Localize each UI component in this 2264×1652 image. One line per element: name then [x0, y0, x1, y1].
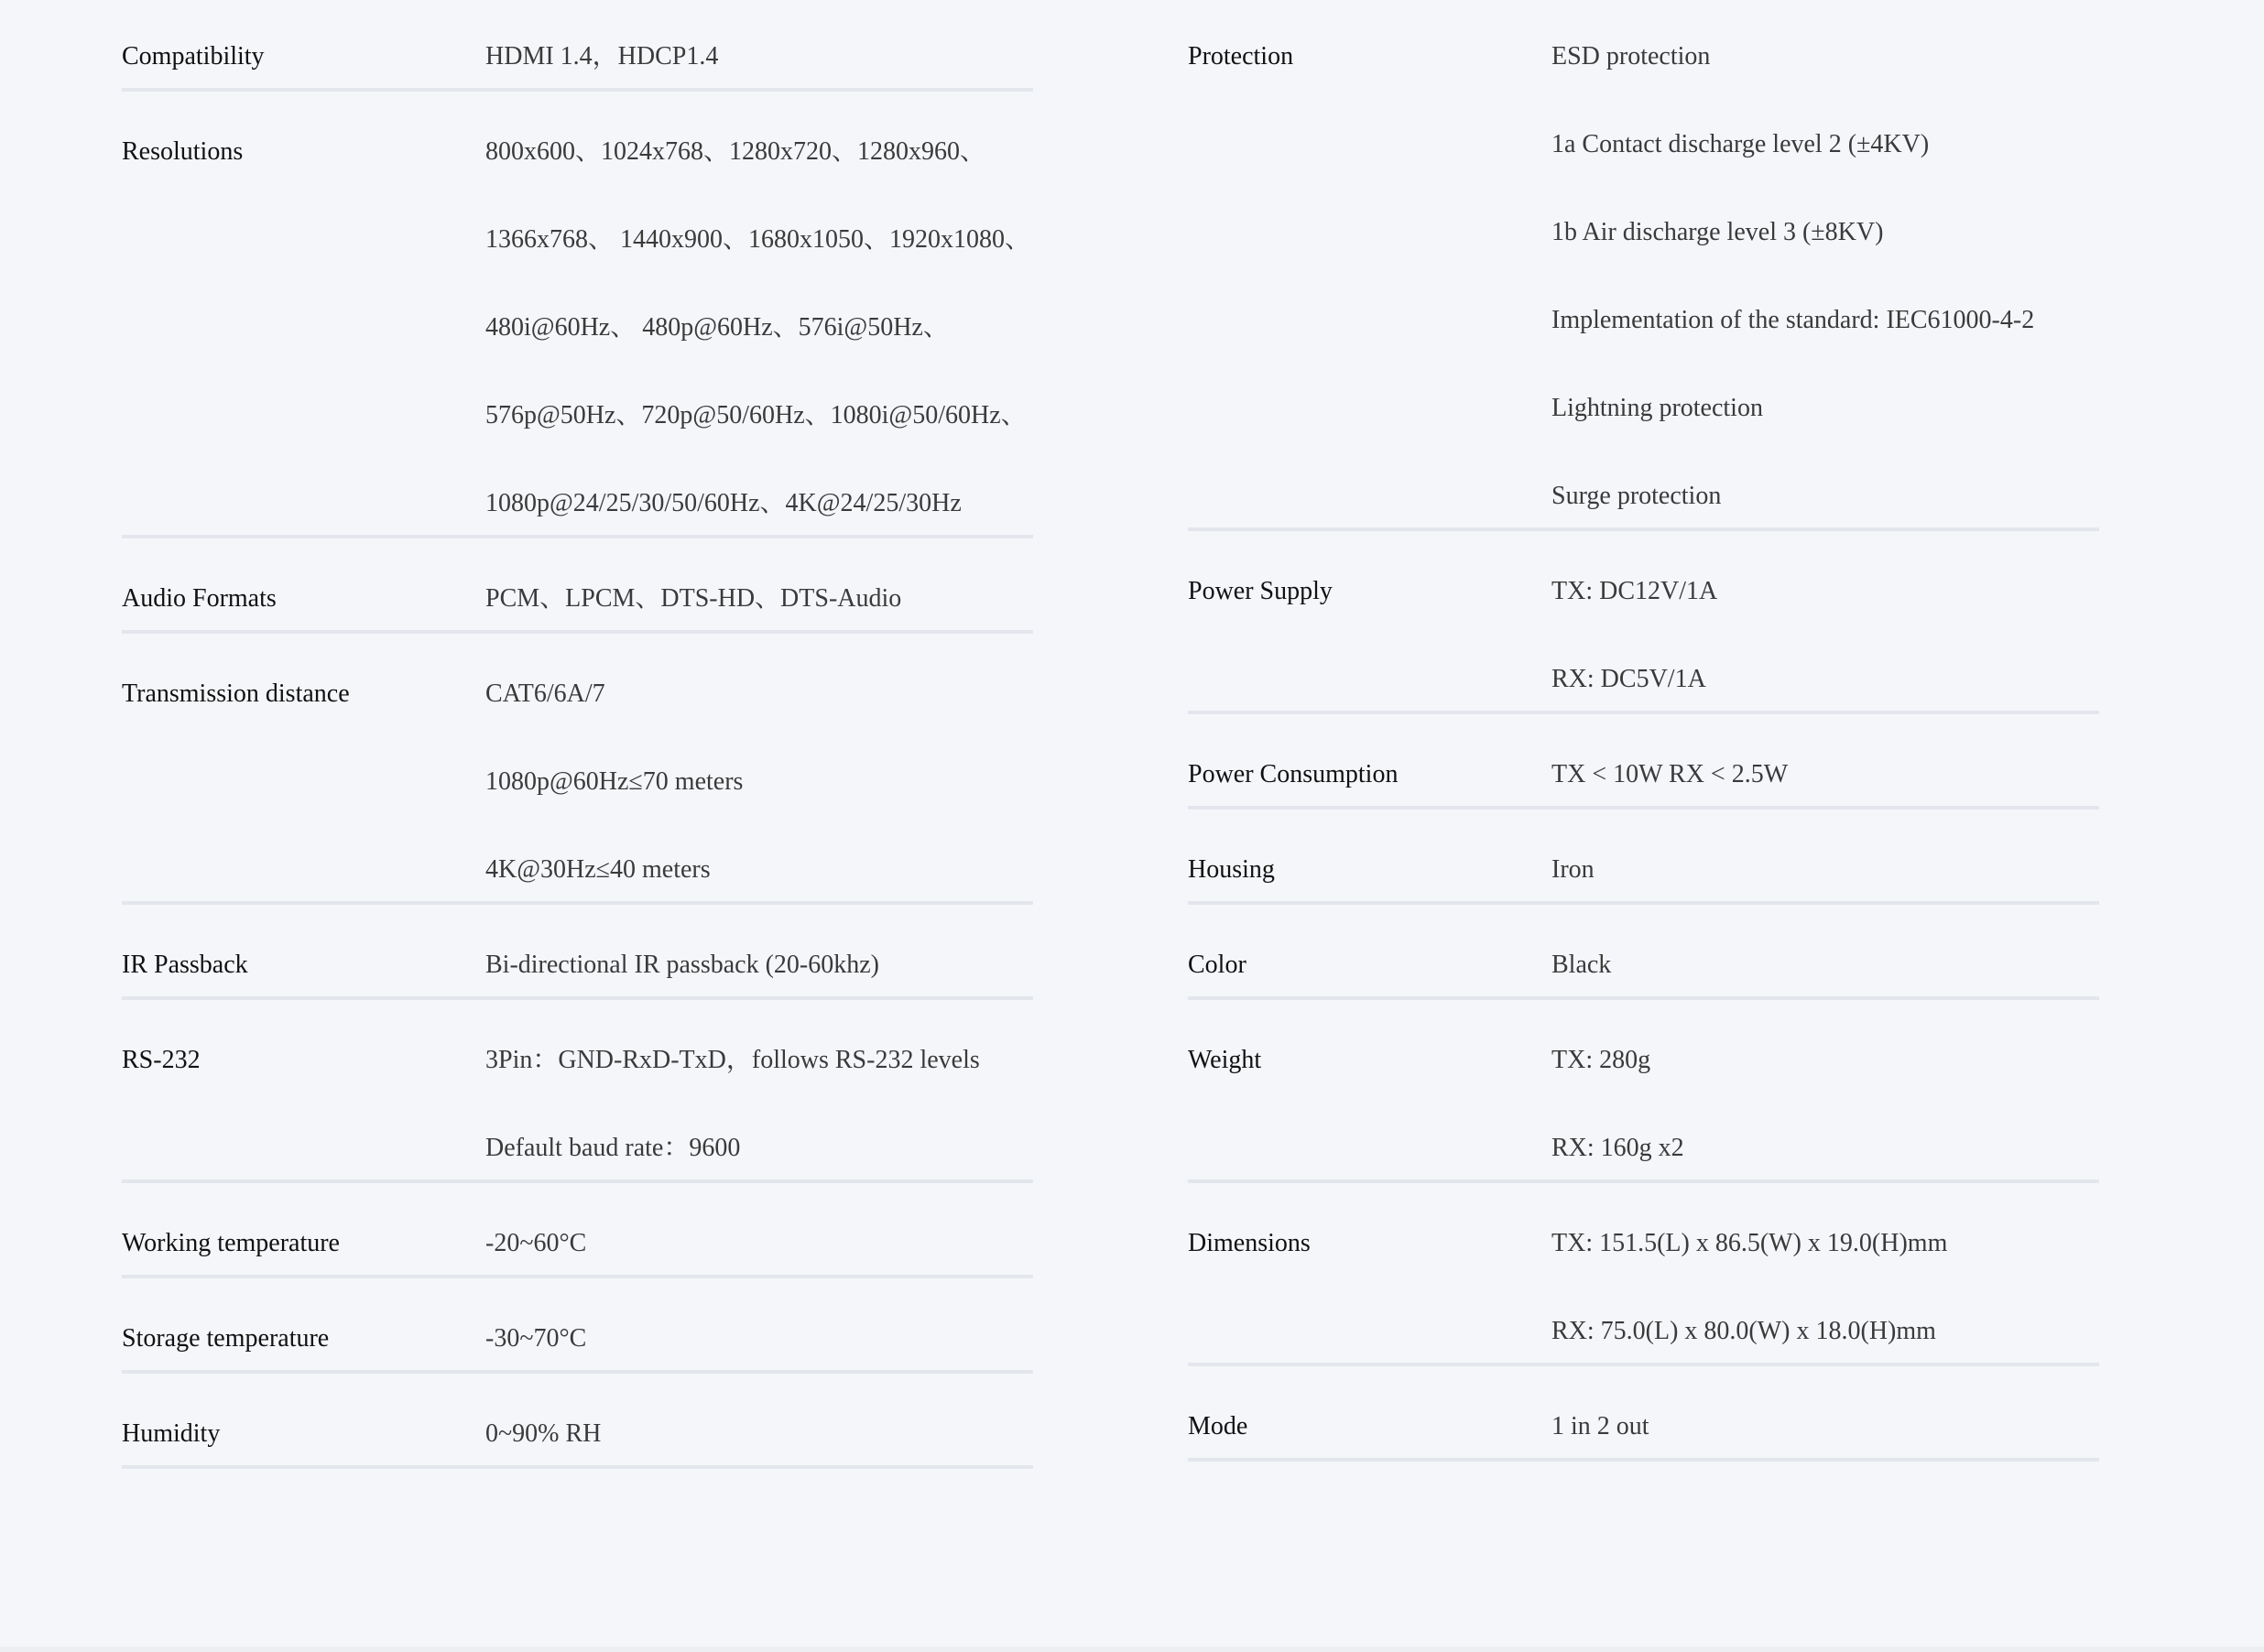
spec-values	[1551, 738, 2099, 793]
spec-values	[485, 115, 1033, 522]
spec-values	[1551, 1390, 2099, 1445]
spec-row-mode	[1188, 1390, 2099, 1462]
spec-label: Dimensions	[1188, 1229, 1311, 1257]
spec-row-ir-passback	[122, 929, 1033, 1000]
spec-label: Mode	[1188, 1412, 1248, 1440]
spec-value: 1366x768、 1440x900、1680x1050、1920x1080、	[485, 225, 1031, 254]
spec-value: 3Pin：GND-RxD-TxD，follows RS-232 levels	[485, 1046, 980, 1074]
spec-value: 1b Air discharge level 3 (±8KV)	[1551, 218, 1884, 246]
spec-value: 480i@60Hz、 480p@60Hz、576i@50Hz、	[485, 313, 949, 342]
spec-label: IR Passback	[122, 951, 248, 979]
spec-value: Surge protection	[1551, 482, 1722, 510]
spec-row-housing	[1188, 833, 2099, 905]
spec-row-compatibility	[122, 20, 1033, 92]
spec-value: RX: DC5V/1A	[1551, 665, 1706, 693]
spec-value: Iron	[1551, 855, 1595, 884]
spec-value: 1080p@24/25/30/50/60Hz、4K@24/25/30Hz	[485, 489, 962, 517]
spec-value: Lightning protection	[1551, 394, 1763, 422]
spec-row-humidity	[122, 1397, 1033, 1469]
spec-row-transmission-distance	[122, 658, 1033, 905]
spec-label: Audio Formats	[122, 584, 277, 613]
spec-label: Transmission distance	[122, 679, 350, 708]
spec-label: Housing	[1188, 855, 1275, 884]
spec-values	[485, 929, 1033, 984]
spec-value: RX: 75.0(L) x 80.0(W) x 18.0(H)mm	[1551, 1317, 1936, 1345]
spec-value: RX: 160g x2	[1551, 1134, 1684, 1162]
spec-values	[1551, 1024, 2099, 1167]
spec-value: -30~70°C	[485, 1324, 587, 1353]
spec-values	[1551, 20, 2099, 515]
spec-values	[485, 1302, 1033, 1357]
spec-value: TX: 280g	[1551, 1046, 1651, 1074]
spec-label: Storage temperature	[122, 1324, 330, 1353]
spec-label: Weight	[1188, 1046, 1262, 1074]
spec-values	[1551, 929, 2099, 984]
spec-value: Default baud rate：9600	[485, 1134, 741, 1162]
spec-values	[485, 1397, 1033, 1452]
spec-row-storage-temperature	[122, 1302, 1033, 1374]
spec-row-color	[1188, 929, 2099, 1000]
spec-value: TX < 10W RX < 2.5W	[1551, 760, 1789, 788]
spec-label: Resolutions	[122, 137, 244, 166]
spec-value: 1080p@60Hz≤70 meters	[485, 767, 744, 796]
spec-value: CAT6/6A/7	[485, 679, 605, 708]
spec-values	[1551, 555, 2099, 698]
spec-value: 1a Contact discharge level 2 (±4KV)	[1551, 130, 1930, 158]
spec-row-working-temperature	[122, 1207, 1033, 1278]
spec-value: Black	[1551, 951, 1612, 979]
spec-label: Working temperature	[122, 1229, 340, 1257]
spec-row-dimensions	[1188, 1207, 2099, 1366]
spec-label: Color	[1188, 951, 1246, 979]
spec-row-audio-formats	[122, 562, 1033, 634]
spec-value: 1 in 2 out	[1551, 1412, 1649, 1440]
spec-value: -20~60°C	[485, 1229, 587, 1257]
spec-label: Power Consumption	[1188, 760, 1399, 788]
spec-value: PCM、LPCM、DTS-HD、DTS-Audio	[485, 584, 902, 613]
spec-values	[1551, 833, 2099, 888]
spec-row-power-supply	[1188, 555, 2099, 714]
spec-values	[1551, 1207, 2099, 1350]
spec-label: Humidity	[122, 1419, 221, 1448]
spec-value: ESD protection	[1551, 42, 1711, 71]
spec-column-left	[122, 20, 1033, 1493]
spec-label: Power Supply	[1188, 577, 1333, 605]
spec-values	[485, 658, 1033, 888]
spec-value: 800x600、1024x768、1280x720、1280x960、	[485, 137, 986, 166]
spec-label: Compatibility	[122, 42, 265, 71]
spec-value: TX: 151.5(L) x 86.5(W) x 19.0(H)mm	[1551, 1229, 1948, 1257]
spec-row-power-consumption	[1188, 738, 2099, 810]
spec-label: Protection	[1188, 42, 1294, 71]
page-bottom-edge	[0, 1647, 2264, 1652]
spec-value: 4K@30Hz≤40 meters	[485, 855, 711, 884]
spec-row-weight	[1188, 1024, 2099, 1183]
spec-value: TX: DC12V/1A	[1551, 577, 1718, 605]
spec-values	[485, 20, 1033, 75]
spec-column-right	[1188, 20, 2099, 1485]
spec-value: HDMI 1.4，HDCP1.4	[485, 42, 719, 71]
spec-value: Bi-directional IR passback (20-60khz)	[485, 951, 879, 979]
spec-row-rs-232	[122, 1024, 1033, 1183]
spec-value: 0~90% RH	[485, 1419, 602, 1448]
spec-values	[485, 562, 1033, 617]
spec-row-protection	[1188, 20, 2099, 531]
spec-values	[485, 1207, 1033, 1262]
spec-value: 576p@50Hz、720p@50/60Hz、1080i@50/60Hz、	[485, 401, 1027, 429]
spec-value: Implementation of the standard: IEC61000-4-2	[1551, 306, 2035, 334]
spec-values	[485, 1024, 1033, 1167]
spec-row-resolutions	[122, 115, 1033, 538]
spec-label: RS-232	[122, 1046, 201, 1074]
